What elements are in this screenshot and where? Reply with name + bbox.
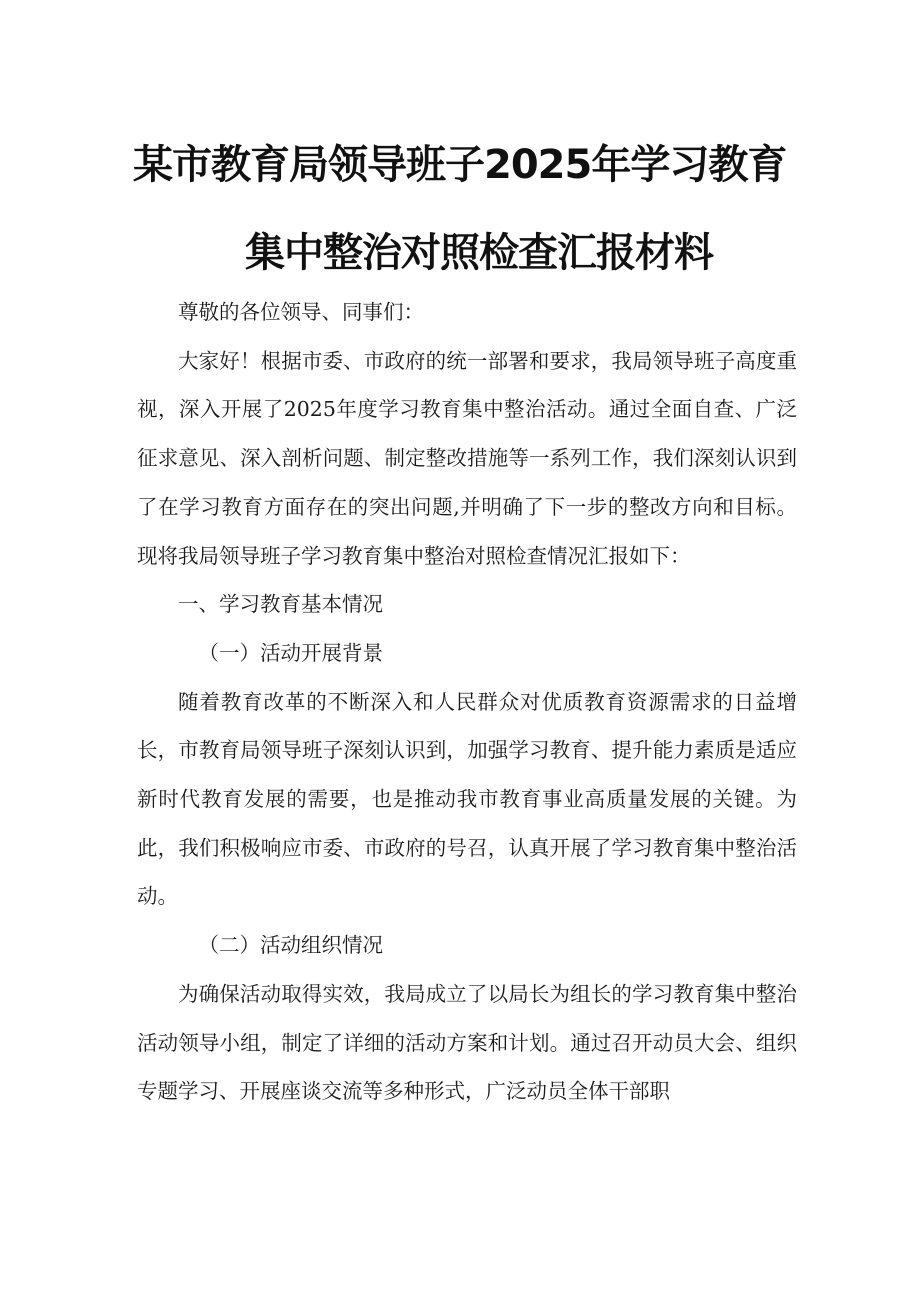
subsection-heading-organization: （二）活动组织情况 [198,933,383,958]
section-heading-basic-situation: 一、学习教育基本情况 [178,592,383,617]
background-paragraph: 随着教育改革的不断深入和人民群众对优质教育资源需求的日益增长，市教育局领导班子深刻认识到，加强学习教育、提升能力素质是适应新时代教育发展的需要，也是推动我市教育事业高质量发展的关键。为此，我们积极响应市委、市政府的号召，认真开展了学习教育集中整治活动。 [137,689,797,909]
document-title-line-1: 某市教育局领导班子2025年学习教育 [133,142,787,188]
organization-paragraph: 为确保活动取得实效，我局成立了以局长为组长的学习教育集中整治活动领导小组，制定了详细的活动方案和计划。通过召开动员大会、组织专题学习、开展座谈交流等多种形式，广泛动员全体干部职 [137,981,797,1104]
intro-paragraph: 大家好！根据市委、市政府的统一部署和要求，我局领导班子高度重视，深入开展了2025年度学习教育集中整治活动。通过全面自查、广泛征求意见、深入剖析问题、制定整改措施等一系列工作，我们深刻认识到了在学习教育方面存在的突出问题,并明确了下一步的整改方向和目标。现将我局领导班子学习教育集中整治对照检查情况汇报如下： [137,348,797,568]
subsection-heading-background: （一）活动开展背景 [198,640,383,665]
document-title-line-2: 集中整治对照检查汇报材料 [245,230,713,276]
salutation: 尊敬的各位领导、同事们： [178,300,424,324]
document-body [137,288,797,1116]
